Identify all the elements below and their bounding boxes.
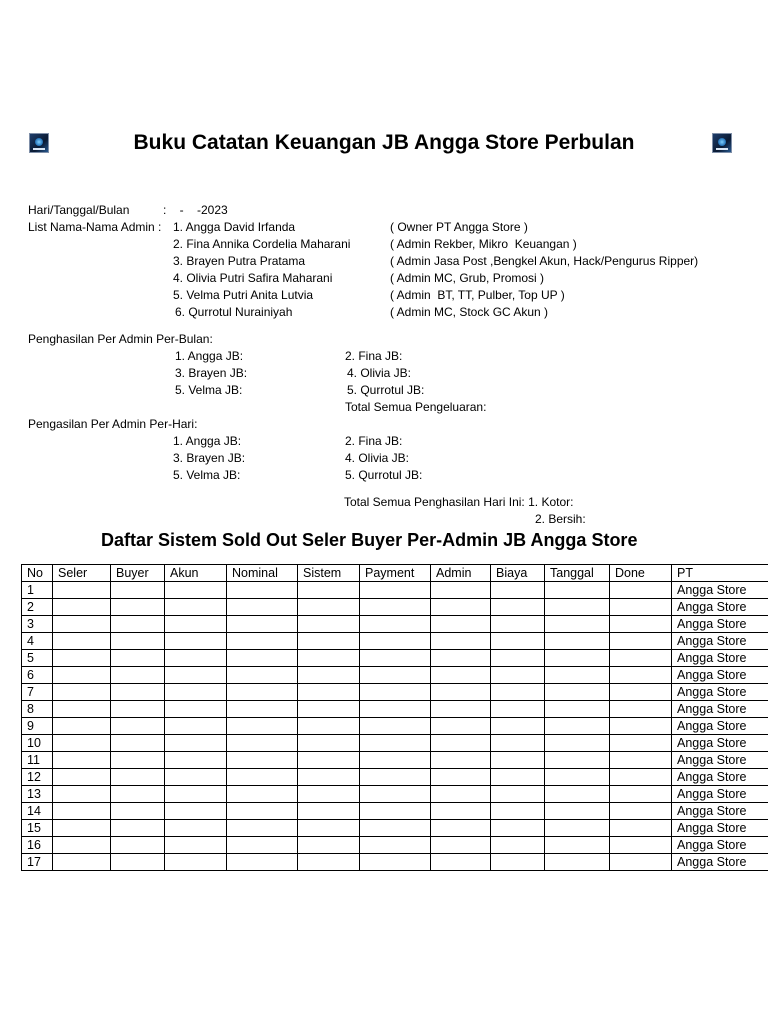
empty-cell — [491, 667, 545, 684]
empty-cell — [53, 616, 111, 633]
empty-cell — [111, 803, 165, 820]
empty-cell — [298, 616, 360, 633]
empty-cell — [545, 667, 610, 684]
empty-cell — [545, 837, 610, 854]
empty-cell — [610, 633, 672, 650]
admin-role: ( Admin Jasa Post ,Bengkel Akun, Hack/Pengurus Ripper) — [390, 254, 699, 268]
monthly-income-label: Penghasilan Per Admin Per-Bulan: — [28, 332, 213, 346]
empty-cell — [227, 667, 298, 684]
empty-cell — [111, 701, 165, 718]
empty-cell — [227, 684, 298, 701]
empty-cell — [610, 582, 672, 599]
empty-cell — [165, 803, 227, 820]
empty-cell — [431, 650, 491, 667]
empty-cell — [545, 820, 610, 837]
empty-cell — [491, 718, 545, 735]
empty-cell — [298, 633, 360, 650]
empty-cell — [431, 735, 491, 752]
admin-role: ( Admin MC, Grub, Promosi ) — [390, 271, 545, 285]
empty-cell — [227, 616, 298, 633]
empty-cell — [360, 752, 431, 769]
page-title: Buku Catatan Keuangan JB Angga Store Perbulan — [133, 131, 635, 154]
empty-cell — [53, 650, 111, 667]
date-value: : - -2023 — [163, 203, 228, 217]
table-row — [22, 786, 768, 803]
empty-cell — [227, 837, 298, 854]
pt-cell: Angga Store — [672, 616, 768, 633]
empty-cell — [227, 650, 298, 667]
empty-cell — [491, 633, 545, 650]
row-number: 8 — [22, 701, 53, 718]
monthly-income-item: 5. Velma JB: — [175, 383, 243, 397]
empty-cell — [111, 616, 165, 633]
empty-cell — [298, 599, 360, 616]
admin-list-label: List Nama-Nama Admin : — [28, 220, 162, 234]
admin-role: ( Owner PT Angga Store ) — [390, 220, 528, 234]
empty-cell — [491, 769, 545, 786]
empty-cell — [491, 735, 545, 752]
table-row — [22, 803, 768, 820]
table-row — [22, 599, 768, 616]
empty-cell — [360, 667, 431, 684]
empty-cell — [431, 599, 491, 616]
column-header: Buyer — [111, 565, 165, 582]
pt-cell: Angga Store — [672, 752, 768, 769]
empty-cell — [53, 599, 111, 616]
daily-total-net: 2. Bersih: — [535, 512, 586, 526]
table-row — [22, 701, 768, 718]
table-row — [22, 633, 768, 650]
daily-income-label: Pengasilan Per Admin Per-Hari: — [28, 417, 198, 431]
empty-cell — [165, 786, 227, 803]
row-number: 11 — [22, 752, 53, 769]
empty-cell — [431, 786, 491, 803]
pt-cell: Angga Store — [672, 718, 768, 735]
column-header: Sistem — [298, 565, 360, 582]
row-number: 14 — [22, 803, 53, 820]
empty-cell — [610, 718, 672, 735]
empty-cell — [111, 820, 165, 837]
empty-cell — [545, 752, 610, 769]
row-number: 15 — [22, 820, 53, 837]
empty-cell — [111, 769, 165, 786]
pt-cell: Angga Store — [672, 684, 768, 701]
empty-cell — [111, 752, 165, 769]
empty-cell — [545, 582, 610, 599]
empty-cell — [431, 667, 491, 684]
column-header: Payment — [360, 565, 431, 582]
table-row — [22, 582, 768, 599]
empty-cell — [53, 633, 111, 650]
empty-cell — [545, 718, 610, 735]
table-row — [22, 769, 768, 786]
empty-cell — [53, 837, 111, 854]
empty-cell — [165, 820, 227, 837]
empty-cell — [165, 854, 227, 871]
table-row — [22, 667, 768, 684]
daily-income-item: 1. Angga JB: — [173, 434, 242, 448]
empty-cell — [53, 718, 111, 735]
pt-cell: Angga Store — [672, 786, 768, 803]
empty-cell — [165, 599, 227, 616]
empty-cell — [227, 769, 298, 786]
empty-cell — [360, 701, 431, 718]
empty-cell — [165, 769, 227, 786]
empty-cell — [227, 599, 298, 616]
column-header: Done — [610, 565, 672, 582]
empty-cell — [545, 684, 610, 701]
admin-role: ( Admin MC, Stock GC Akun ) — [390, 305, 549, 319]
empty-cell — [431, 701, 491, 718]
empty-cell — [545, 599, 610, 616]
row-number: 4 — [22, 633, 53, 650]
empty-cell — [610, 667, 672, 684]
daily-income-item: 5. Velma JB: — [173, 468, 241, 482]
empty-cell — [360, 837, 431, 854]
admin-name: 6. Qurrotul Nurainiyah — [175, 305, 293, 319]
table-header-row — [22, 565, 768, 582]
empty-cell — [491, 786, 545, 803]
empty-cell — [360, 650, 431, 667]
daily-income-item: 4. Olivia JB: — [345, 451, 410, 465]
empty-cell — [545, 769, 610, 786]
empty-cell — [53, 803, 111, 820]
empty-cell — [431, 582, 491, 599]
admin-name: 3. Brayen Putra Pratama — [173, 254, 306, 268]
row-number: 12 — [22, 769, 53, 786]
table-row — [22, 718, 768, 735]
pt-cell: Angga Store — [672, 803, 768, 820]
empty-cell — [360, 735, 431, 752]
empty-cell — [53, 667, 111, 684]
column-header: No — [22, 565, 53, 582]
empty-cell — [491, 650, 545, 667]
empty-cell — [545, 803, 610, 820]
empty-cell — [111, 582, 165, 599]
empty-cell — [227, 718, 298, 735]
pt-cell: Angga Store — [672, 650, 768, 667]
table-row — [22, 735, 768, 752]
empty-cell — [165, 650, 227, 667]
pt-cell: Angga Store — [672, 701, 768, 718]
column-header: Nominal — [227, 565, 298, 582]
row-number: 5 — [22, 650, 53, 667]
empty-cell — [610, 803, 672, 820]
empty-cell — [53, 684, 111, 701]
column-header: Seler — [53, 565, 111, 582]
empty-cell — [165, 752, 227, 769]
empty-cell — [491, 837, 545, 854]
empty-cell — [610, 769, 672, 786]
empty-cell — [491, 582, 545, 599]
empty-cell — [431, 684, 491, 701]
empty-cell — [610, 650, 672, 667]
empty-cell — [610, 684, 672, 701]
empty-cell — [298, 582, 360, 599]
row-number: 9 — [22, 718, 53, 735]
daily-income-item: 5. Qurrotul JB: — [345, 468, 423, 482]
empty-cell — [360, 633, 431, 650]
empty-cell — [298, 854, 360, 871]
daily-income-item: 2. Fina JB: — [345, 434, 403, 448]
row-number: 10 — [22, 735, 53, 752]
column-header: Tanggal — [545, 565, 610, 582]
empty-cell — [360, 803, 431, 820]
empty-cell — [491, 599, 545, 616]
empty-cell — [610, 786, 672, 803]
pt-cell: Angga Store — [672, 582, 768, 599]
table-row — [22, 650, 768, 667]
admin-name: 1. Angga David Irfanda — [173, 220, 296, 234]
empty-cell — [298, 701, 360, 718]
admin-role: ( Admin Rekber, Mikro Keuangan ) — [390, 237, 577, 251]
empty-cell — [491, 803, 545, 820]
empty-cell — [227, 820, 298, 837]
admin-name: 4. Olivia Putri Safira Maharani — [173, 271, 333, 285]
empty-cell — [431, 803, 491, 820]
table-row — [22, 684, 768, 701]
empty-cell — [165, 837, 227, 854]
empty-cell — [431, 616, 491, 633]
monthly-income-item: 4. Olivia JB: — [347, 366, 412, 380]
table-row — [22, 854, 768, 871]
table-row — [22, 616, 768, 633]
empty-cell — [431, 769, 491, 786]
monthly-income-item: 3. Brayen JB: — [175, 366, 248, 380]
empty-cell — [111, 837, 165, 854]
empty-cell — [545, 633, 610, 650]
empty-cell — [298, 837, 360, 854]
empty-cell — [227, 803, 298, 820]
empty-cell — [610, 752, 672, 769]
empty-cell — [298, 769, 360, 786]
empty-cell — [227, 582, 298, 599]
empty-cell — [491, 701, 545, 718]
empty-cell — [360, 820, 431, 837]
monthly-income-item: 1. Angga JB: — [175, 349, 244, 363]
empty-cell — [610, 616, 672, 633]
empty-cell — [360, 616, 431, 633]
empty-cell — [227, 752, 298, 769]
empty-cell — [298, 752, 360, 769]
empty-cell — [165, 735, 227, 752]
empty-cell — [491, 616, 545, 633]
table-row — [22, 820, 768, 837]
empty-cell — [53, 769, 111, 786]
empty-cell — [610, 735, 672, 752]
empty-cell — [360, 769, 431, 786]
empty-cell — [165, 633, 227, 650]
empty-cell — [491, 820, 545, 837]
empty-cell — [431, 820, 491, 837]
empty-cell — [545, 701, 610, 718]
table-title: Daftar Sistem Sold Out Seler Buyer Per-Admin JB Angga Store — [101, 530, 638, 550]
row-number: 17 — [22, 854, 53, 871]
empty-cell — [491, 752, 545, 769]
empty-cell — [111, 718, 165, 735]
monthly-total-expense: Total Semua Pengeluaran: — [345, 400, 487, 414]
empty-cell — [298, 786, 360, 803]
empty-cell — [545, 735, 610, 752]
row-number: 3 — [22, 616, 53, 633]
empty-cell — [431, 633, 491, 650]
empty-cell — [610, 820, 672, 837]
empty-cell — [53, 582, 111, 599]
monthly-income-item: 2. Fina JB: — [345, 349, 403, 363]
empty-cell — [298, 718, 360, 735]
pt-cell: Angga Store — [672, 633, 768, 650]
date-label: Hari/Tanggal/Bulan — [28, 203, 130, 217]
column-header: Biaya — [491, 565, 545, 582]
empty-cell — [111, 599, 165, 616]
empty-cell — [227, 854, 298, 871]
empty-cell — [111, 633, 165, 650]
table-row — [22, 837, 768, 854]
empty-cell — [111, 854, 165, 871]
pt-cell: Angga Store — [672, 820, 768, 837]
pt-cell: Angga Store — [672, 667, 768, 684]
empty-cell — [111, 786, 165, 803]
table-row — [22, 752, 768, 769]
empty-cell — [227, 786, 298, 803]
empty-cell — [360, 718, 431, 735]
empty-cell — [298, 650, 360, 667]
empty-cell — [298, 803, 360, 820]
admin-role: ( Admin BT, TT, Pulber, Top UP ) — [390, 288, 565, 302]
empty-cell — [491, 684, 545, 701]
empty-cell — [165, 701, 227, 718]
empty-cell — [431, 718, 491, 735]
empty-cell — [53, 820, 111, 837]
empty-cell — [431, 837, 491, 854]
empty-cell — [545, 616, 610, 633]
empty-cell — [545, 854, 610, 871]
empty-cell — [111, 735, 165, 752]
empty-cell — [111, 650, 165, 667]
empty-cell — [111, 684, 165, 701]
empty-cell — [227, 701, 298, 718]
empty-cell — [53, 786, 111, 803]
admin-name: 5. Velma Putri Anita Lutvia — [173, 288, 314, 302]
daily-income-item: 3. Brayen JB: — [173, 451, 246, 465]
admin-name: 2. Fina Annika Cordelia Maharani — [173, 237, 351, 251]
row-number: 1 — [22, 582, 53, 599]
pt-cell: Angga Store — [672, 854, 768, 871]
empty-cell — [545, 786, 610, 803]
empty-cell — [545, 650, 610, 667]
sold-out-table — [21, 564, 768, 871]
pt-cell: Angga Store — [672, 837, 768, 854]
empty-cell — [165, 616, 227, 633]
empty-cell — [165, 684, 227, 701]
empty-cell — [165, 667, 227, 684]
empty-cell — [53, 735, 111, 752]
empty-cell — [491, 854, 545, 871]
column-header: PT — [672, 565, 768, 582]
empty-cell — [53, 854, 111, 871]
column-header: Admin — [431, 565, 491, 582]
empty-cell — [360, 582, 431, 599]
column-header: Akun — [165, 565, 227, 582]
row-number: 7 — [22, 684, 53, 701]
empty-cell — [360, 684, 431, 701]
empty-cell — [111, 667, 165, 684]
empty-cell — [227, 735, 298, 752]
pt-cell: Angga Store — [672, 769, 768, 786]
row-number: 16 — [22, 837, 53, 854]
daily-total-gross: Total Semua Penghasilan Hari Ini: 1. Kotor: — [344, 495, 574, 509]
empty-cell — [298, 820, 360, 837]
empty-cell — [610, 854, 672, 871]
empty-cell — [360, 786, 431, 803]
empty-cell — [360, 854, 431, 871]
empty-cell — [53, 701, 111, 718]
empty-cell — [298, 667, 360, 684]
pt-cell: Angga Store — [672, 735, 768, 752]
empty-cell — [431, 854, 491, 871]
empty-cell — [298, 735, 360, 752]
row-number: 6 — [22, 667, 53, 684]
pt-cell: Angga Store — [672, 599, 768, 616]
empty-cell — [298, 684, 360, 701]
empty-cell — [165, 582, 227, 599]
empty-cell — [431, 752, 491, 769]
row-number: 2 — [22, 599, 53, 616]
empty-cell — [165, 718, 227, 735]
empty-cell — [610, 701, 672, 718]
empty-cell — [610, 837, 672, 854]
monthly-income-item: 5. Qurrotul JB: — [347, 383, 425, 397]
row-number: 13 — [22, 786, 53, 803]
empty-cell — [227, 633, 298, 650]
empty-cell — [53, 752, 111, 769]
empty-cell — [610, 599, 672, 616]
empty-cell — [360, 599, 431, 616]
